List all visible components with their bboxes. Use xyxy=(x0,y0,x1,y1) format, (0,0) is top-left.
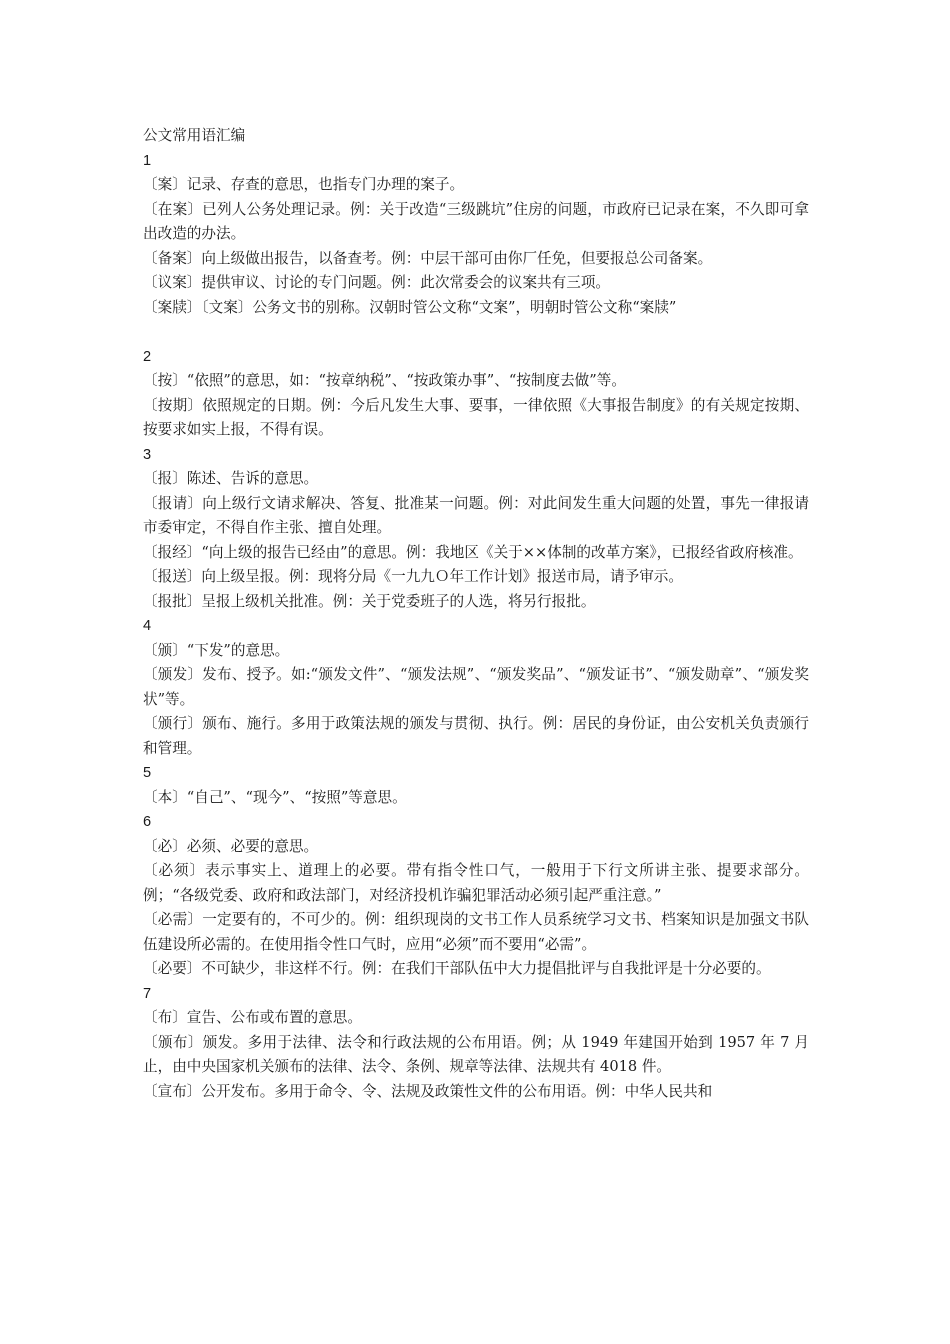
entry: 〔报请〕向上级行文请求解决、答复、批准某一问题。例：对此间发生重大问题的处置，事先一律报请市委审定，不得自作主张、擅自处理。 xyxy=(143,494,809,536)
section-number: 5 xyxy=(143,765,152,781)
entry: 〔议案〕提供审议、讨论的专门问题。例：此次常委会的议案共有三项。 xyxy=(143,274,611,291)
section-number: 1 xyxy=(143,152,152,169)
section-number: 2 xyxy=(143,348,152,365)
section-2 xyxy=(143,345,809,443)
entry: 〔颁布〕颁发。多用于法律、法令和行政法规的公布用语。例；从 1949 年建国开始到 1957 年 7 月止，由中央国家机关颁布的法律、法令、条例、规章等法律、法规共有 4018 件。 xyxy=(143,1033,809,1075)
document-title: 公文常用语汇编 xyxy=(143,127,246,144)
blank-line xyxy=(143,320,809,345)
entry: 〔报送〕向上级呈报。例：现将分局《一九九Ｏ年工作计划》报送市局，请予审示。 xyxy=(143,568,683,585)
entry: 〔备案〕向上级做出报告，以备查考。例：中层干部可由你厂任免，但要报总公司备案。 xyxy=(143,249,713,267)
entry: 〔案〕记录、存查的意思，也指专门办理的案子。 xyxy=(143,176,465,193)
section-number: 7 xyxy=(143,985,152,1002)
section-number: 4 xyxy=(143,618,152,634)
entry: 〔案牍〕〔文案〕公务文书的别称。汉朝时管公文称“文案”，明朝时管公文称“案牍” xyxy=(143,298,677,316)
entry: 〔在案〕已列人公务处理记录。例：关于改造“三级跳坑”住房的问题，市政府已记录在案，不久即可拿出改造的办法。 xyxy=(143,200,809,242)
entry: 〔布〕宣告、公布或布置的意思。 xyxy=(143,1009,362,1026)
entry: 〔报批〕呈报上级机关批准。例：关于党委班子的人选，将另行报批。 xyxy=(143,592,596,610)
section-7 xyxy=(143,982,809,1105)
entry: 〔必须〕表示事实上、道理上的必要。带有指令性口气，一般用于下行文所讲主张、提要求部分。例；“各级党委、政府和政法部门，对经济投机诈骗犯罪活动必须引起严重注意。” xyxy=(143,862,809,904)
entry: 〔报经〕“向上级的报告已经由”的意思。例：我地区《关于××体制的改革方案》，已报经省政府核准。 xyxy=(143,543,803,561)
entry: 〔必需〕一定要有的，不可少的。例：组织现岗的文书工作人员系统学习文书、档案知识是加强文书队伍建设所必需的。在使用指令性口气时，应用“必须”而不要用“必需”。 xyxy=(143,911,809,953)
entry: 〔按〕“依照”的意思，如：“按章纳税”、“按政策办事”、“按制度去做”等。 xyxy=(143,372,626,389)
section-4 xyxy=(143,614,809,761)
entry: 〔颁发〕发布、授予。如:“颁发文件”、“颁发法规”、“颁发奖品”、“颁发证书”、“颁发勋章”、“颁发奖状”等。 xyxy=(143,666,809,708)
entry: 〔颁〕“下发”的意思。 xyxy=(143,641,290,659)
entry: 〔按期〕依照规定的日期。例：今后凡发生大事、要事，一律依照《大事报告制度》的有关规定按期、按要求如实上报，不得有误。 xyxy=(143,396,809,438)
document-body xyxy=(143,124,809,1104)
entry: 〔报〕陈述、告诉的意思。 xyxy=(143,470,319,487)
entry: 〔必要〕不可缺少，非这样不行。例：在我们干部队伍中大力提倡批评与自我批评是十分必要的。 xyxy=(143,960,771,977)
section-1 xyxy=(143,149,809,345)
entry: 〔宣布〕公开发布。多用于命令、令、法规及政策性文件的公布用语。例：中华人民共和 xyxy=(143,1082,713,1100)
section-number: 6 xyxy=(143,814,152,830)
section-number: 3 xyxy=(143,446,152,463)
section-3 xyxy=(143,443,809,615)
entry: 〔本〕“自己”、“现今”、“按照”等意思。 xyxy=(143,788,407,806)
entry: 〔颁行〕颁布、施行。多用于政策法规的颁发与贯彻、执行。例：居民的身份证，由公安机关负责颁行和管理。 xyxy=(143,715,809,757)
section-5 xyxy=(143,761,809,810)
section-6 xyxy=(143,810,809,982)
entry: 〔必〕必须、必要的意思。 xyxy=(143,837,319,855)
